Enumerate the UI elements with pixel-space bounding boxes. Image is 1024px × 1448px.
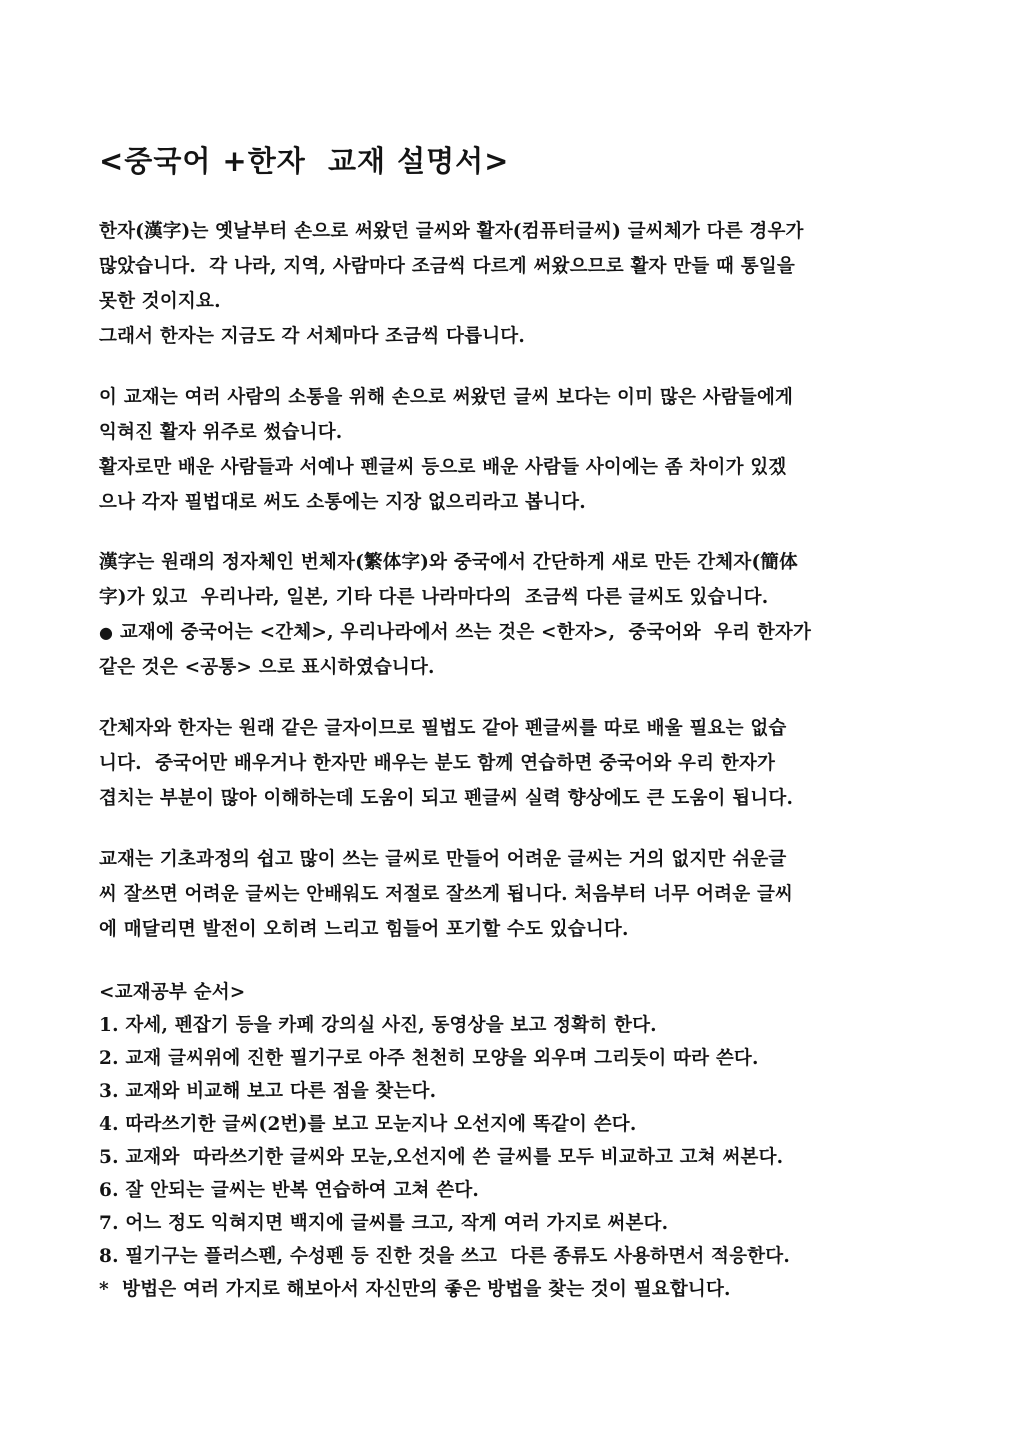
bullet-line bbox=[99, 615, 929, 650]
text-line: 에 매달리면 발전이 오히려 느리고 힘들어 포기할 수도 있습니다. bbox=[99, 919, 629, 940]
text-line: 교재는 기초과정의 쉽고 많이 쓰는 글씨로 만들어 어려운 글씨는 거의 없지만 쉬운글 bbox=[99, 849, 787, 870]
steps-heading: <교재공부 순서> bbox=[99, 982, 246, 1003]
text-line: 씨 잘쓰면 어려운 글씨는 안배워도 저절로 잘쓰게 됩니다. 처음부터 너무 어려운 글씨 bbox=[99, 884, 794, 905]
paragraph-hanja-history bbox=[99, 214, 929, 354]
text-line: 간체자와 한자는 원래 같은 글자이므로 필법도 같아 펜글씨를 따로 배울 필요는 없습 bbox=[99, 718, 787, 739]
paragraph-textbook-purpose bbox=[99, 380, 929, 520]
paragraph-character-types bbox=[99, 545, 929, 685]
list-item: 8. 필기구는 플러스펜, 수성펜 등 진한 것을 쓰고 다른 종류도 사용하면서 적응한다. bbox=[99, 1246, 790, 1267]
text-line: 많았습니다. 각 나라, 지역, 사람마다 조금씩 다르게 써왔으므로 활자 만들 때 통일을 bbox=[99, 256, 795, 277]
text-line: 으나 각자 필법대로 써도 소통에는 지장 없으리라고 봅니다. bbox=[99, 492, 586, 513]
text-line: 익혀진 활자 위주로 썼습니다. bbox=[99, 422, 343, 443]
document-title: <중국어 +한자 교재 설명서> bbox=[99, 144, 510, 178]
text-line: 이 교재는 여러 사람의 소통을 위해 손으로 써왔던 글씨 보다는 이미 많은 사람들에게 bbox=[99, 387, 794, 408]
paragraph-basic-course bbox=[99, 842, 929, 947]
study-steps-section bbox=[99, 976, 929, 1306]
list-item: 5. 교재와 따라쓰기한 글씨와 모눈,오선지에 쓴 글씨를 모두 비교하고 고쳐 써본다. bbox=[99, 1147, 784, 1168]
text-line: 활자로만 배운 사람들과 서예나 펜글씨 등으로 배운 사람들 사이에는 좀 차이가 있겠 bbox=[99, 457, 787, 478]
bullet-text: 교재에 중국어는 <간체>, 우리나라에서 쓰는 것은 <한자>, 중국어와 우리 한자가 bbox=[113, 622, 812, 643]
list-item: 2. 교재 글씨위에 진한 필기구로 아주 천천히 모양을 외우며 그리듯이 따라 쓴다. bbox=[99, 1048, 759, 1069]
text-line: 니다. 중국어만 배우거나 한자만 배우는 분도 함께 연습하면 중국어와 우리 한자가 bbox=[99, 753, 776, 774]
list-item: 6. 잘 안되는 글씨는 반복 연습하여 고쳐 쓴다. bbox=[99, 1180, 480, 1201]
list-item: 3. 교재와 비교해 보고 다른 점을 찾는다. bbox=[99, 1081, 437, 1102]
text-line: 漢字는 원래의 정자체인 번체자(繁体字)와 중국에서 간단하게 새로 만든 간체자(簡体 bbox=[99, 552, 798, 573]
list-item: 7. 어느 정도 익혀지면 백지에 글씨를 크고, 작게 여러 가지로 써본다. bbox=[99, 1213, 669, 1234]
steps-note: * 방법은 여러 가지로 해보아서 자신만의 좋은 방법을 찾는 것이 필요합니다. bbox=[99, 1279, 731, 1300]
text-line: 못한 것이지요. bbox=[99, 291, 221, 312]
steps-list bbox=[99, 1009, 929, 1273]
text-line: 字)가 있고 우리나라, 일본, 기타 다른 나라마다의 조금씩 다른 글씨도 있습니다. bbox=[99, 587, 769, 608]
text-line: 그래서 한자는 지금도 각 서체마다 조금씩 다릅니다. bbox=[99, 326, 525, 347]
list-item: 1. 자세, 펜잡기 등을 카페 강의실 사진, 동영상을 보고 정확히 한다. bbox=[99, 1015, 657, 1036]
bullet-icon: ● bbox=[99, 623, 114, 642]
list-item: 4. 따라쓰기한 글씨(2번)를 보고 모눈지나 오선지에 똑같이 쓴다. bbox=[99, 1114, 637, 1135]
text-line: 한자(漢字)는 옛날부터 손으로 써왔던 글씨와 활자(컴퓨터글씨) 글씨체가 다른 경우가 bbox=[99, 221, 804, 242]
text-line: 같은 것은 <공통> 으로 표시하였습니다. bbox=[99, 657, 435, 678]
paragraph-simplified-and-hanja bbox=[99, 711, 929, 816]
text-line: 겹치는 부분이 많아 이해하는데 도움이 되고 펜글씨 실력 향상에도 큰 도움이 됩니다. bbox=[99, 788, 794, 809]
